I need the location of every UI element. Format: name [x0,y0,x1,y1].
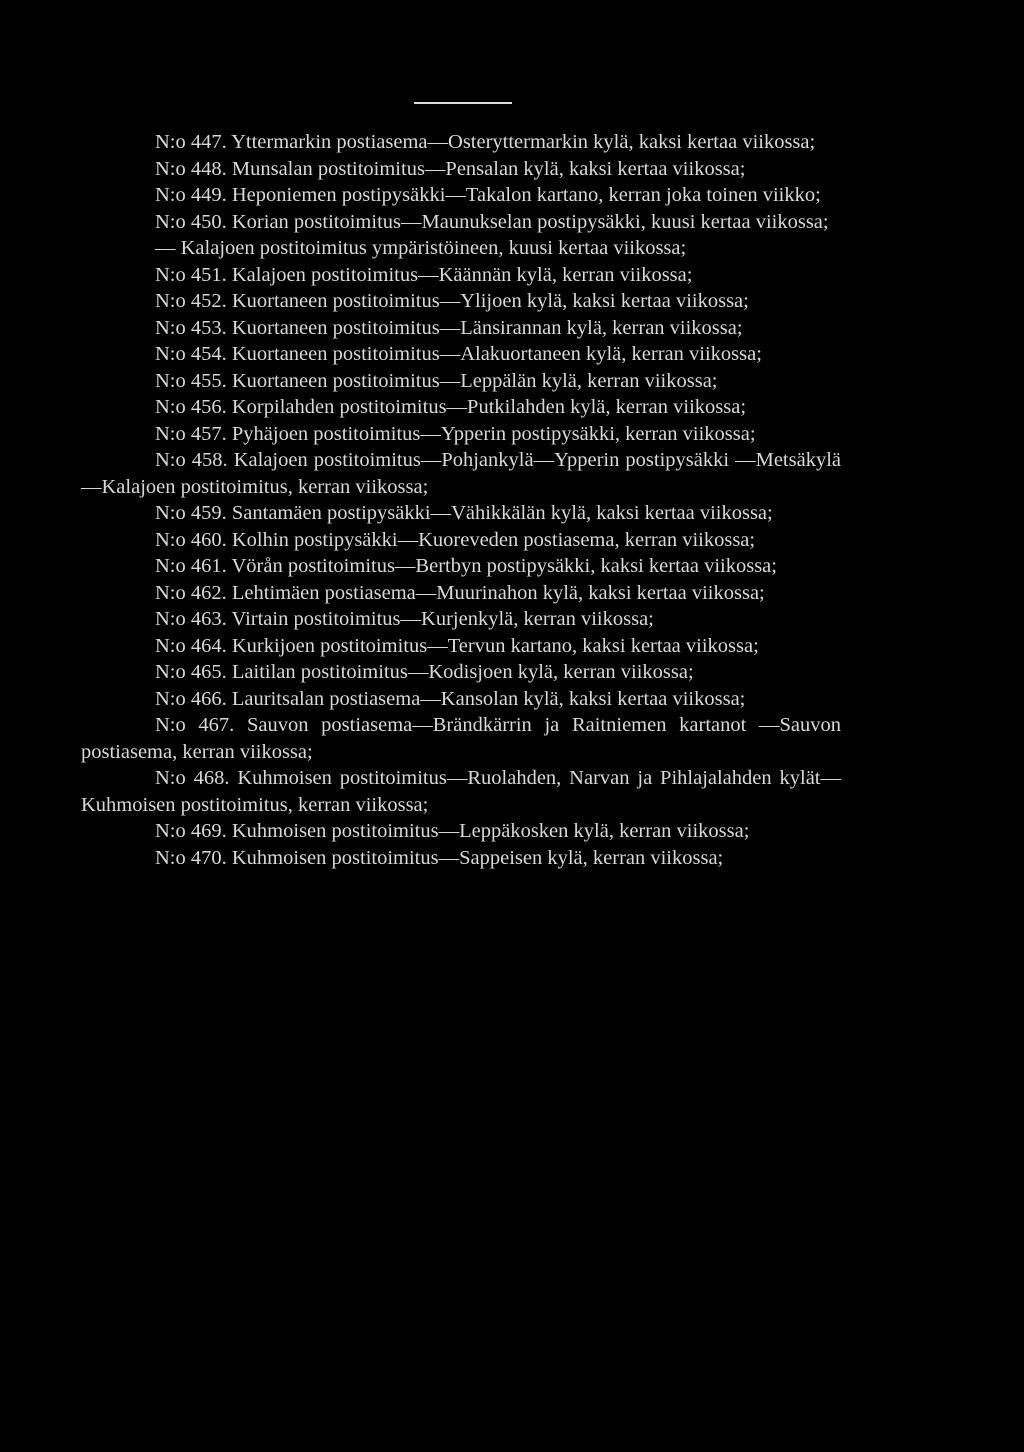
entry-461: N:o 461. Vörån postitoimitus—Bertbyn postipysäkki, kaksi kertaa viikossa; [155,555,777,577]
entry-451: N:o 451. Kalajoen postitoimitus—Käännän kylä, kerran viikossa; [155,263,693,286]
entry-457: N:o 457. Pyhäjoen postitoimitus—Ypperin postipysäkki, kerran viikossa; [155,422,756,445]
entry-468: N:o 468. Kuhmoisen postitoimitus—Ruolahden, Narvan ja Pihlajalahden kylät—Kuhmoisen postitoimitus, kerran viikossa; [81,767,841,816]
entry-467: N:o 467. Sauvon postiasema—Brändkärrin ja Raitniemen kartanot —Sauvon postiasema, kerran viikossa; [81,714,841,763]
entry-464: N:o 464. Kurkijoen postitoimitus—Tervun kartano, kaksi kertaa viikossa; [155,634,759,657]
entry-448: N:o 448. Munsalan postitoimitus—Pensalan kylä, kaksi kertaa viikossa; [155,157,746,180]
entry-452: N:o 452. Kuortaneen postitoimitus—Ylijoen kylä, kaksi kertaa viikossa; [155,290,749,312]
entry-463: N:o 463. Virtain postitoimitus—Kurjenkylä, kerran viikossa; [155,608,654,630]
entry-449: N:o 449. Heponiemen postipysäkki—Takalon kartano, kerran joka toinen viikko; [155,184,821,206]
entry-454: N:o 454. Kuortaneen postitoimitus—Alakuortaneen kylä, kerran viikossa; [155,343,762,365]
document-body [81,129,841,871]
header-rule [414,102,512,104]
entry-462: N:o 462. Lehtimäen postiasema—Muurinahon kylä, kaksi kertaa viikossa; [155,581,765,604]
entry-447: N:o 447. Yttermarkin postiasema—Osteryttermarkin kylä, kaksi kertaa viikossa; [155,131,816,153]
entry-450: N:o 450. Korian postitoimitus—Maunukselan postipysäkki, kuusi kertaa viikossa; [155,210,829,233]
entry-469: N:o 469. Kuhmoisen postitoimitus—Leppäkosken kylä, kerran viikossa; [155,820,750,842]
entry-466: N:o 466. Lauritsalan postiasema—Kansolan kylä, kaksi kertaa viikossa; [155,687,746,710]
entry-465: N:o 465. Laitilan postitoimitus—Kodisjoen kylä, kerran viikossa; [155,661,694,683]
entry-458: N:o 458. Kalajoen postitoimitus—Pohjankylä—Ypperin postipysäkki —Metsäkylä—Kalajoen postitoimitus, kerran viikossa; [81,449,841,498]
entry-470: N:o 470. Kuhmoisen postitoimitus—Sappeisen kylä, kerran viikossa; [155,846,724,869]
entry-459: N:o 459. Santamäen postipysäkki—Vähikkälän kylä, kaksi kertaa viikossa; [155,502,773,524]
entry-453: N:o 453. Kuortaneen postitoimitus—Länsirannan kylä, kerran viikossa; [155,316,743,339]
entry-460: N:o 460. Kolhin postipysäkki—Kuoreveden postiasema, kerran viikossa; [155,528,756,551]
entry-455: N:o 455. Kuortaneen postitoimitus—Leppälän kylä, kerran viikossa; [155,369,718,392]
entry-456: N:o 456. Korpilahden postitoimitus—Putkilahden kylä, kerran viikossa; [155,396,747,418]
entry-450-continued: — Kalajoen postitoimitus ympäristöineen, kuusi kertaa viikossa; [155,237,687,259]
